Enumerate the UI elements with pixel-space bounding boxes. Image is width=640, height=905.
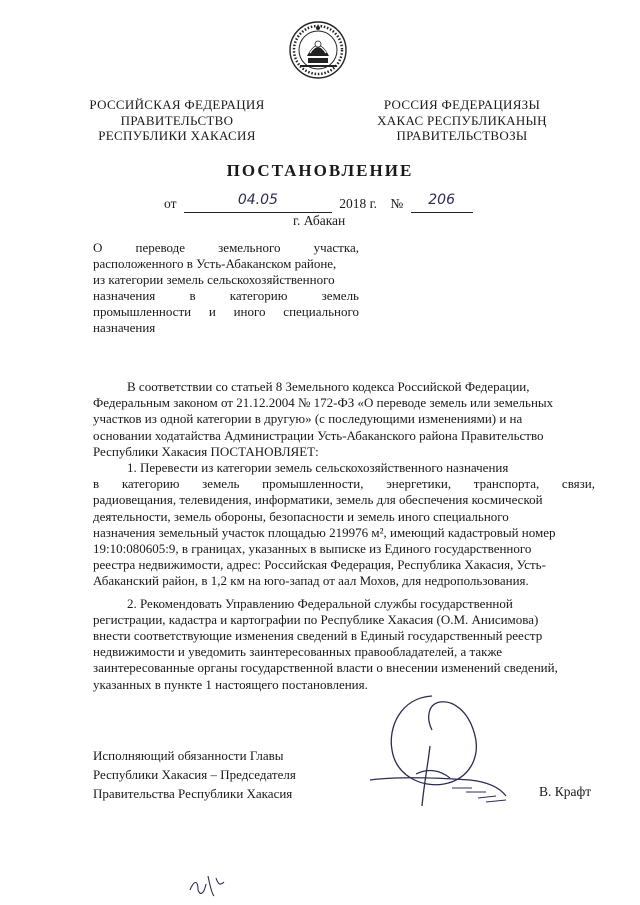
- subject-line-3: из категории земель сельскохозяйственного: [93, 272, 335, 287]
- subject-word: категорию: [229, 288, 288, 303]
- handwritten-initials: [188, 872, 228, 898]
- subject-line-6: назначения: [93, 320, 156, 335]
- header-left-line-3: РЕСПУБЛИКИ ХАКАСИЯ: [98, 128, 256, 143]
- coat-of-arms-emblem: [288, 20, 348, 80]
- item-1-line-2: [93, 476, 595, 492]
- signatory-line: Правительства Республики Хакасия: [93, 786, 293, 801]
- signatory-position: [93, 746, 296, 803]
- handwritten-date: 04.05: [237, 192, 278, 208]
- preamble-line: В соответствии со статьей 8 Земельного кодекса Российской Федерации,: [127, 379, 530, 394]
- item-1-line: 1. Перевести из категории земель сельскохозяйственного назначения: [127, 460, 509, 476]
- signatory-line: Республики Хакасия – Председателя: [93, 767, 296, 782]
- item-2-line: 2. Рекомендовать Управлению Федеральной службы государственной: [127, 595, 513, 611]
- subject-word: участка,: [313, 240, 359, 255]
- subject-word: назначения: [93, 288, 156, 303]
- item-2-line: регистрации, кадастра и картографии по Республике Хакасия (О.М. Анисимова): [93, 611, 539, 627]
- item-word: в: [93, 476, 100, 492]
- header-right-line-3: ПРАВИТЕЛЬСТВОЗЫ: [396, 128, 528, 143]
- signatory-line: Исполняющий обязанности Главы: [93, 748, 284, 763]
- item-2-line: заинтересованные органы государственной власти о внесении изменений сведений,: [93, 660, 558, 676]
- city-label: г. Абакан: [293, 213, 346, 228]
- number-field: [411, 192, 473, 213]
- header-left-line-1: РОССИЙСКАЯ ФЕДЕРАЦИЯ: [89, 97, 265, 112]
- header-right-khakas: [362, 97, 562, 144]
- item-word: промышленности,: [262, 476, 364, 492]
- preamble-line: участков из одной категории в другую» (с последующими изменениями) и на: [93, 411, 523, 427]
- subject-word: переводе: [135, 240, 186, 255]
- handwritten-signature: [370, 688, 520, 818]
- subject-word: земель: [321, 288, 359, 303]
- header-right-line-1: РОССИЯ ФЕДЕРАЦИЯЗЫ: [383, 97, 541, 112]
- header-left-ru: [82, 97, 272, 144]
- item-1-line: реестра недвижимости, адрес: Российская Федерация, Республика Хакасия, Усть-: [93, 557, 546, 573]
- date-field: [184, 192, 332, 213]
- signer-name: В. Крафт: [539, 784, 592, 799]
- subject-line-1: [93, 240, 359, 256]
- date-number-line: [164, 192, 473, 213]
- item-word: земель: [202, 476, 240, 492]
- preamble-line: Федеральным законом от 21.12.2004 № 172-ФЗ «О переводе земель или земельных: [93, 395, 554, 411]
- number-sign: №: [390, 196, 404, 211]
- item-word: транспорта,: [473, 476, 540, 492]
- item-2-line: недвижимости и уведомить заинтересованных правообладателей, а также: [93, 644, 503, 660]
- subject-line-4: [93, 288, 359, 304]
- subject-word: земельного: [218, 240, 281, 255]
- item-1-line: назначения земельный участок площадью 219976 м², имеющий кадастровый номер: [93, 524, 556, 540]
- header-right-line-2: ХАКАС РЕСПУБЛИКАНЫҢ: [377, 112, 547, 128]
- item-word: связи,: [561, 476, 595, 492]
- preamble-line: Республики Хакасия ПОСТАНОВЛЯЕТ:: [93, 443, 319, 459]
- header-left-line-2: ПРАВИТЕЛЬСТВО: [120, 112, 234, 128]
- handwritten-number: 206: [428, 192, 455, 208]
- subject-word: в: [189, 288, 196, 303]
- item-1-line: Абаканский район, в 1,2 км на юго-запад от аал Мохов, для недропользования.: [93, 573, 529, 589]
- subject-word: иного: [233, 304, 266, 319]
- item-1-line: радиовещания, телевидения, информатики, земель для обеспечения космической: [93, 492, 543, 508]
- subject-word: промышленности: [93, 304, 192, 319]
- subject-word: и: [208, 304, 216, 319]
- item-word: категорию: [121, 476, 180, 492]
- subject-word: специального: [283, 304, 359, 319]
- preamble-line: основании ходатайства Администрации Усть-Абаканского района Правительство: [93, 427, 544, 443]
- item-2-line: внести соответствующие изменения сведений в Единый государственный реестр: [93, 628, 543, 644]
- item-word: энергетики,: [386, 476, 452, 492]
- subject-word: О: [93, 240, 103, 255]
- subject-heading: [93, 240, 359, 336]
- document-body: [93, 379, 595, 693]
- item-2-line: указанных в пункте 1 настоящего постановления.: [93, 676, 368, 692]
- document-title: ПОСТАНОВЛЕНИЕ: [226, 161, 414, 180]
- item-1-line: 19:10:080605:9, в границах, указанных в выписке из Единого государственного: [93, 541, 532, 557]
- date-prefix: от: [164, 196, 177, 211]
- year-label: 2018 г.: [339, 196, 377, 211]
- item-1-line: деятельности, земель обороны, безопасности и земель иного специального: [93, 508, 509, 524]
- subject-line-5: [93, 304, 359, 320]
- subject-line-2: расположенного в Усть-Абаканском районе,: [93, 256, 337, 271]
